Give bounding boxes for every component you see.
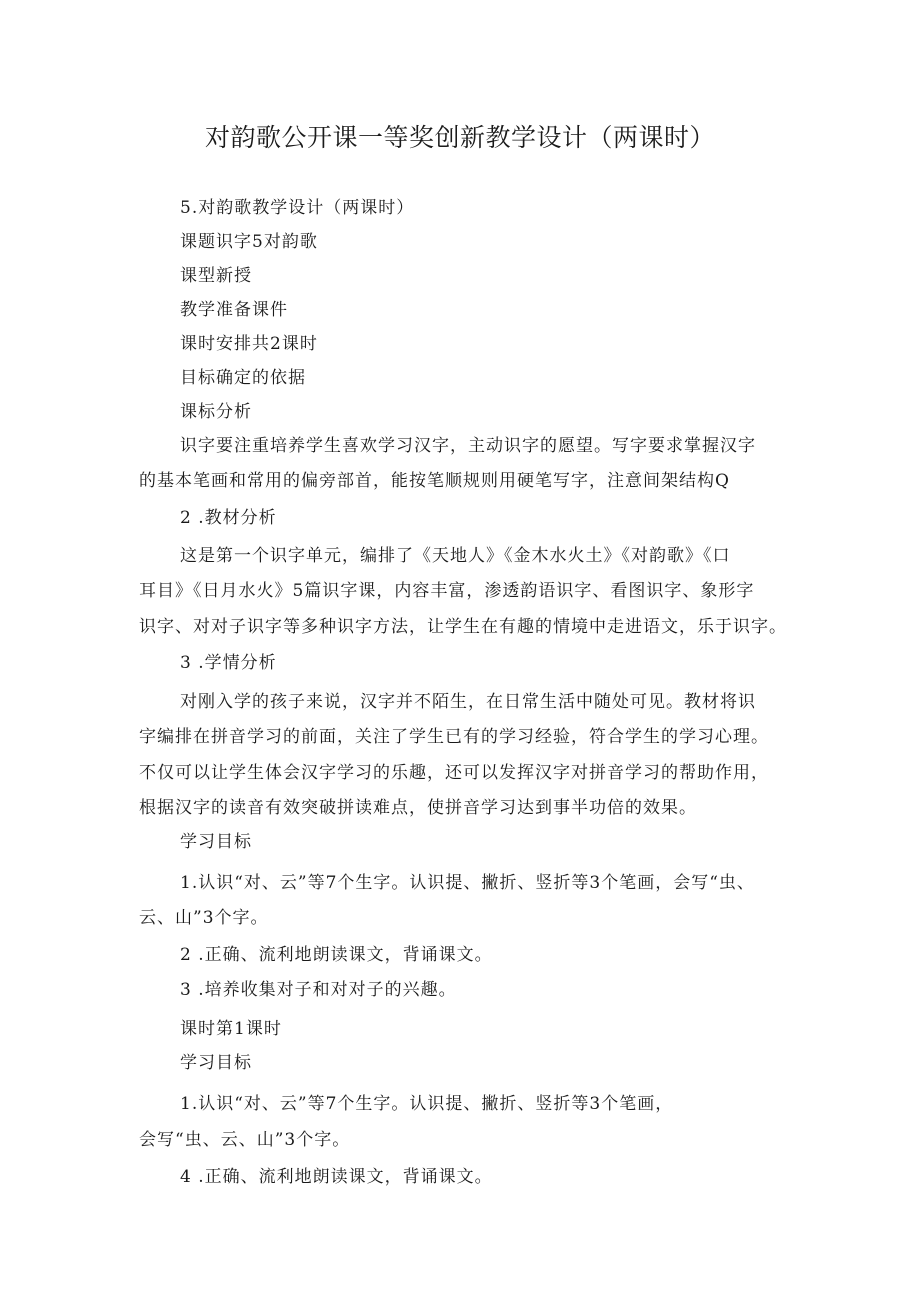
standard-analysis-heading: 课标分析 xyxy=(180,402,252,422)
objective-item-continued: 云、山”3个字。 xyxy=(139,908,269,928)
document-title: 对韵歌公开课一等奖创新教学设计（两课时） xyxy=(204,123,715,152)
paragraph-line: 对刚入学的孩子来说，汉字并不陌生，在日常生活中随处可见。教材将识 xyxy=(180,692,756,712)
textbook-analysis-heading: 2 .教材分析 xyxy=(180,508,277,528)
paragraph-line: 耳目》《日月水火》5篇识字课，内容丰富，渗透韵语识字、看图识字、象形字 xyxy=(139,581,755,601)
learner-analysis-heading: 3 .学情分析 xyxy=(180,653,277,673)
objectives-heading: 学习目标 xyxy=(180,1053,252,1073)
paragraph-line: 根据汉字的读音有效突破拼读难点，使拼音学习达到事半功倍的效果。 xyxy=(139,798,697,818)
lesson-heading: 5.对韵歌教学设计（两课时） xyxy=(180,198,415,218)
paragraph-line: 识字、对对子识字等多种识字方法，让学生在有趣的情境中走进语文，乐于识字。 xyxy=(139,617,787,637)
schedule-line: 课时安排共2课时 xyxy=(180,334,318,354)
objectives-heading: 学习目标 xyxy=(180,832,252,852)
objective-item-continued: 会写“虫、云、山”3个字。 xyxy=(139,1130,351,1150)
objective-item: 3 .培养收集对子和对对子的兴趣。 xyxy=(180,980,457,1000)
paragraph-line: 不仅可以让学生体会汉字学习的乐趣，还可以发挥汉字对拼音学习的帮助作用， xyxy=(139,763,769,783)
paragraph-line: 的基本笔画和常用的偏旁部首，能按笔顺规则用硬笔写字，注意间架结构Q xyxy=(139,471,730,491)
objective-item: 2 .正确、流利地朗读课文，背诵课文。 xyxy=(180,945,493,965)
period-heading: 课时第1课时 xyxy=(180,1019,282,1039)
topic-line: 课题识字5对韵歌 xyxy=(180,232,318,252)
basis-heading: 目标确定的依据 xyxy=(180,368,306,388)
paragraph-line: 字编排在拼音学习的前面，关注了学生已有的学习经验，符合学生的学习心理。 xyxy=(139,727,769,747)
objective-item: 1.认识“对、云”等7个生字。认识提、撇折、竖折等3个笔画，会写“虫、 xyxy=(180,873,755,893)
preparation-line: 教学准备课件 xyxy=(180,300,288,320)
paragraph-line: 识字要注重培养学生喜欢学习汉字，主动识字的愿望。写字要求掌握汉字 xyxy=(180,436,756,456)
objective-item: 4 .正确、流利地朗读课文，背诵课文。 xyxy=(180,1167,493,1187)
paragraph-line: 这是第一个识字单元，编排了《天地人》《金木水火土》《对韵歌》《口 xyxy=(180,546,731,566)
lesson-type-line: 课型新授 xyxy=(180,266,252,286)
objective-item: 1.认识“对、云”等7个生字。认识提、撇折、竖折等3个笔画， xyxy=(180,1094,674,1114)
